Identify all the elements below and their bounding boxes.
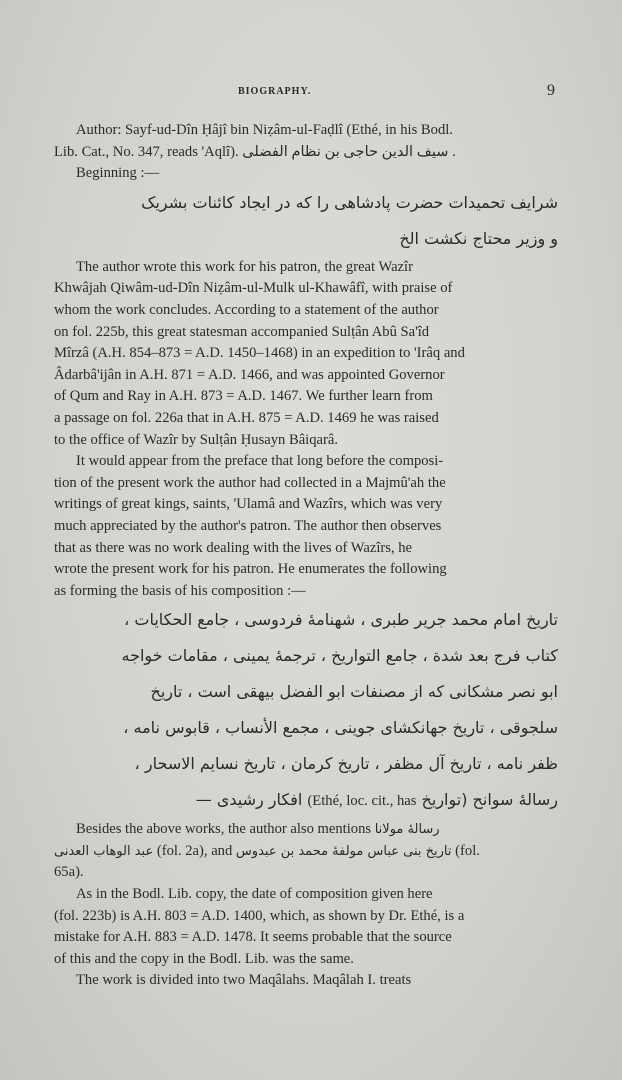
text-line: As in the Bodl. Lib. copy, the date of composition given here [76, 886, 433, 903]
persian-quote-line: شرایف تحمیدات حضرت پادشاهی را که در ایجاد کائنات بشریک [141, 192, 558, 212]
text-line: much appreciated by the author's patron. The author then observes [54, 517, 442, 534]
text-line: that as there was no work dealing with the lives of Wazîrs, he [54, 539, 413, 556]
persian-fragment: افکار رشیدی — [195, 790, 303, 810]
persian-quote-line: و وزیر محتاج نکشت الخ [399, 228, 558, 248]
running-head: BIOGRAPHY. [238, 86, 312, 97]
text-fragment: (fol. [455, 842, 480, 859]
page-body [54, 120, 558, 992]
text-fragment: Besides the above works, the author also mentions [76, 821, 372, 838]
persian-list-line: تاریخ امام محمد جریر طبری ، شهنامهٔ فردوسی ، جامع الحکایات ، [124, 610, 558, 630]
text-line [54, 841, 558, 863]
text-line: writings of great kings, saints, 'Ulamâ and Wazîrs, which was very [54, 496, 443, 513]
text-line: tion of the present work the author had collected in a Majmû'ah the [54, 474, 446, 491]
text-line: The work is divided into two Maqâlahs. Maqâlah I. treats [76, 972, 412, 989]
text-line: 65a). [54, 864, 84, 881]
text-line: Beginning :— [76, 165, 160, 182]
text-line: It would appear from the preface that long before the composi- [76, 453, 444, 470]
text-line: as forming the basis of his composition :— [54, 582, 306, 599]
text-line [54, 819, 558, 841]
text-line: a passage on fol. 226a that in A.H. 875 = A.D. 1469 he was raised [54, 409, 439, 426]
text-line: Author: Sayf-ud-Dîn Ḥâjî bin Niẓâm-ul-Faḍlî (Ethé, in his Bodl. [76, 122, 453, 138]
text-line: wrote the present work for his patron. He enumerates the following [54, 561, 447, 578]
text-line: Âdarbâ'ijân in A.H. 871 = A.D. 1466, and was appointed Governor [54, 366, 445, 383]
page-number: 9 [547, 82, 555, 99]
text-fragment: (fol. 2a), and [156, 842, 233, 859]
text-line: The author wrote this work for his patron, the great Wazîr [76, 258, 413, 275]
text-line: mistake for A.H. 883 = A.D. 1478. It seems probable that the source [54, 929, 452, 946]
persian-list-line: کتاب فرج بعد شدة ، جامع التواریخ ، ترجمهٔ یمینی ، مقامات خواجه [121, 646, 558, 666]
text-line: of this and the copy in the Bodl. Lib. was the same. [54, 950, 354, 967]
text-line: on fol. 225b, this great statesman accompanied Sulṭân Abû Sa'îd [54, 323, 430, 340]
text-line: of Qum and Ray in A.H. 873 = A.D. 1467. We further learn from [54, 388, 433, 405]
persian-list-line: سلجوقی ، تاریخ جهانکشای جوینی ، مجمع الأنساب ، قابوس نامه ، [123, 718, 558, 738]
persian-list-line: ابو نصر مشکانی که از مصنفات ابو الفضل بیهقی است ، تاریخ [150, 682, 558, 702]
text-line: Lib. Cat., No. 347, reads 'Aqlî). سیف الدین حاجی بن نظام الفضلی . [54, 143, 456, 160]
inline-note: (Ethé, loc. cit., has [307, 793, 417, 810]
persian-fragment: عبد الوهاب العدنی [54, 843, 154, 859]
persian-list-line: ظفر نامه ، تاریخ آل مظفر ، تاریخ کرمان ، تاریخ نسایم الاسحار ، [134, 754, 558, 774]
text-line: whom the work concludes. According to a statement of the author [54, 301, 439, 318]
text-line: (fol. 223b) is A.H. 803 = A.D. 1400, which, as shown by Dr. Ethé, is a [54, 907, 465, 924]
persian-fragment: تاریخ بنی عباس مولفهٔ محمد بن عبدوس [235, 843, 452, 859]
persian-fragment: رسالهٔ سوانح (تواریخ [421, 790, 558, 810]
text-line: Khwâjah Qiwâm-ud-Dîn Niẓâm-ul-Mulk ul-Khawâfî, with praise of [54, 280, 453, 297]
persian-fragment: رسالهٔ مولانا [374, 822, 440, 838]
page-header [0, 80, 622, 104]
persian-list-line [54, 782, 558, 819]
text-line: Mîrzâ (A.H. 854–873 = A.D. 1450–1468) in an expedition to 'Irâq and [54, 345, 465, 362]
text-line: to the office of Wazîr by Sulṭân Ḥusayn Bâiqarâ. [54, 431, 339, 448]
